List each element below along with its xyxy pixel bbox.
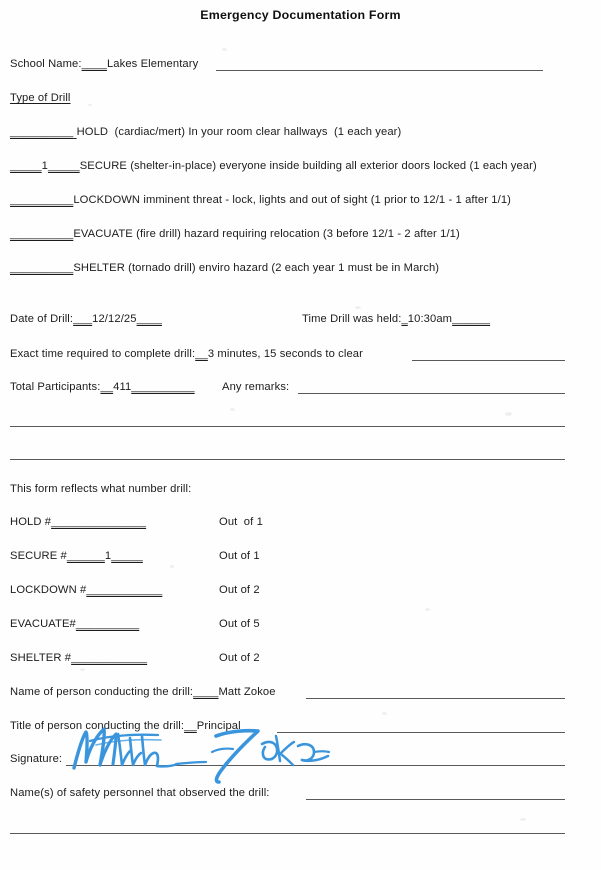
count-row-lockdown-label: LOCKDOWN #	[10, 584, 87, 596]
scan-speckle	[222, 48, 227, 51]
participants-blank-after: __________	[131, 381, 195, 393]
conductor-title-row	[10, 720, 241, 733]
count-row-secure	[10, 550, 143, 563]
drill-type-evacuate-name: EVACUATE	[73, 228, 133, 240]
drill-type-shelter-description: (tornado drill) enviro hazard (2 each year 1 must be in March)	[124, 262, 440, 274]
drill-type-lockdown-description: imminent threat - lock, lights and out of sight (1 prior to 12/1 - 1 after 1/1)	[140, 194, 511, 206]
signature-label: Signature:	[10, 753, 63, 765]
time-of-drill-value: 10:30am	[407, 313, 453, 325]
scan-speckle	[382, 712, 387, 715]
drill-type-secure-name: SECURE	[79, 160, 127, 172]
date-of-drill-blank-after: ____	[136, 313, 162, 325]
count-row-hold	[10, 516, 146, 529]
exact-time-row	[10, 348, 363, 361]
drill-type-shelter-name: SHELTER	[73, 262, 125, 274]
count-row-secure-label: SECURE #	[10, 550, 67, 562]
observers-rule	[306, 799, 565, 800]
count-row-shelter-label: SHELTER #	[10, 652, 72, 664]
observers-label: Name(s) of safety personnel that observed the drill:	[10, 787, 270, 799]
date-of-drill-row	[10, 313, 162, 326]
scan-speckle	[80, 668, 85, 671]
conductor-name-row	[10, 686, 276, 699]
observers-blank-rule	[10, 833, 565, 834]
exact-time-label: Exact time required to complete drill:	[10, 348, 196, 360]
conductor-name-value: Matt Zokoe	[218, 686, 276, 698]
drill-type-lockdown	[10, 194, 511, 207]
date-of-drill-value: 12/12/25	[92, 313, 137, 325]
exact-time-blank-before: __	[195, 348, 208, 360]
scan-speckle	[505, 412, 512, 416]
conductor-name-blank-before: ____	[193, 686, 219, 698]
time-of-drill-row	[302, 313, 490, 326]
drill-type-secure-blank-after: _____	[48, 160, 80, 172]
count-row-shelter-blank: ____________	[71, 652, 148, 664]
count-row-shelter-outof: Out of 2	[219, 652, 260, 664]
remarks-blank-rule-2	[10, 459, 565, 460]
count-row-lockdown	[10, 584, 162, 597]
drill-type-hold	[10, 126, 401, 139]
count-row-lockdown-outof: Out of 2	[219, 584, 260, 596]
count-row-shelter	[10, 652, 147, 665]
scan-speckle	[170, 565, 174, 568]
remarks-label: Any remarks:	[222, 381, 290, 393]
count-row-secure-blank-after: _____	[111, 550, 143, 562]
date-of-drill-label: Date of Drill:	[10, 313, 74, 325]
remarks-rule	[298, 393, 565, 394]
school-name-rule	[216, 70, 543, 71]
count-row-secure-outof: Out of 1	[219, 550, 260, 562]
date-of-drill-blank-before: ___	[73, 313, 93, 325]
count-row-evacuate-label: EVACUATE#	[10, 618, 76, 630]
signature-rule	[66, 765, 565, 766]
conductor-title-label: Title of person conducting the drill:	[10, 720, 185, 732]
exact-time-value: 3 minutes, 15 seconds to clear	[207, 348, 363, 360]
drill-type-lockdown-blank-before: __________	[10, 194, 74, 206]
drill-type-lockdown-name: LOCKDOWN	[73, 194, 141, 206]
school-name-value: Lakes Elementary	[106, 58, 199, 70]
scan-speckle	[520, 818, 526, 821]
type-of-drill-heading: Type of Drill	[10, 92, 71, 104]
drill-type-shelter-blank-before: __________	[10, 262, 74, 274]
conductor-title-value: Principal	[196, 720, 241, 732]
count-row-hold-blank: _______________	[51, 516, 147, 528]
count-row-lockdown-blank: ____________	[86, 584, 163, 596]
scan-speckle	[425, 608, 430, 611]
school-name-label: School Name:	[10, 58, 82, 70]
time-of-drill-blank-before: _	[401, 313, 408, 325]
conductor-title-rule	[277, 732, 565, 733]
school-name-row	[10, 58, 198, 71]
drill-type-evacuate-description: (fire drill) hazard requiring relocation (3 before 12/1 - 2 after 1/1)	[132, 228, 460, 240]
count-row-evacuate	[10, 618, 139, 631]
time-of-drill-blank-after: ______	[452, 313, 491, 325]
drill-type-evacuate	[10, 228, 460, 241]
page-title: Emergency Documentation Form	[200, 8, 401, 22]
drill-type-hold-name: HOLD	[76, 126, 109, 138]
drill-type-secure-mark: 1	[41, 160, 49, 172]
conductor-name-label: Name of person conducting the drill:	[10, 686, 194, 698]
counts-heading: This form reflects what number drill:	[10, 483, 192, 495]
drill-type-hold-blank-before: __________	[10, 126, 74, 138]
scan-speckle	[88, 104, 92, 106]
scan-speckle	[355, 306, 361, 309]
drill-type-evacuate-blank-before: __________	[10, 228, 74, 240]
conductor-name-rule	[306, 698, 565, 699]
participants-label: Total Participants:	[10, 381, 101, 393]
count-row-secure-value: 1	[104, 550, 112, 562]
exact-time-rule	[412, 360, 565, 361]
count-row-secure-blank-before: ______	[66, 550, 105, 562]
participants-value: 411	[113, 381, 132, 393]
participants-blank-before: __	[100, 381, 114, 393]
drill-type-shelter	[10, 262, 439, 275]
drill-type-secure-blank-before: _____	[10, 160, 42, 172]
conductor-title-blank-before: __	[184, 720, 197, 732]
count-row-hold-label: HOLD #	[10, 516, 52, 528]
drill-type-secure-description: (shelter-in-place) everyone inside building all exterior doors locked (1 each year)	[126, 160, 537, 172]
remarks-blank-rule-1	[10, 426, 565, 427]
count-row-evacuate-outof: Out of 5	[219, 618, 260, 630]
participants-row	[10, 381, 195, 394]
count-row-hold-outof: Out of 1	[219, 516, 263, 528]
time-of-drill-label: Time Drill was held:	[302, 313, 402, 325]
count-row-evacuate-blank: __________	[75, 618, 140, 630]
school-name-blank-before: ____	[81, 58, 107, 70]
drill-type-hold-description: (cardiac/mert) In your room clear hallways (1 each year)	[108, 126, 402, 138]
scan-speckle	[230, 408, 235, 411]
drill-type-secure	[10, 160, 537, 173]
